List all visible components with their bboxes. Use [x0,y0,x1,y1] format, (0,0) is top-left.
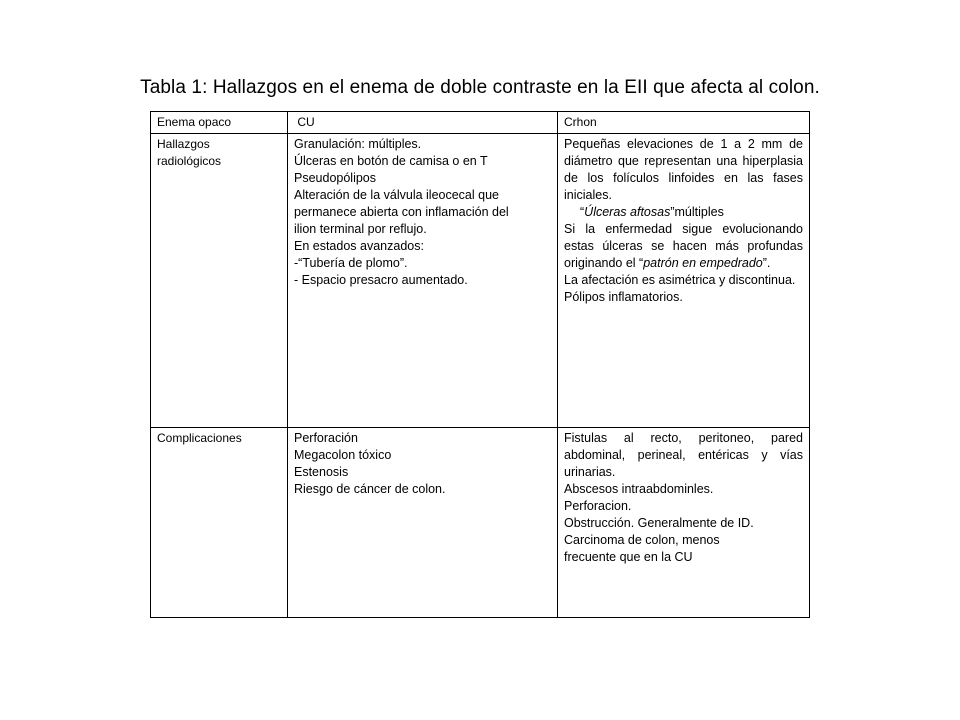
cu-finding-line: permanece abierta con inflamación del [294,205,509,219]
cu-complications-cell [288,428,558,618]
header-enema-opaco: Enema opaco [151,112,288,134]
crohn-complications-cell [558,428,810,618]
crohn-complication-paragraph: Perforacion. [564,499,632,513]
header-crohn: Crhon [558,112,810,134]
crohn-complication-paragraph: Obstrucción. Generalmente de ID. [564,516,754,530]
crohn-complication-paragraph: frecuente que en la CU [564,550,693,564]
cu-finding-line: - Espacio presacro aumentado. [294,273,468,287]
cu-finding-line: ilion terminal por reflujo. [294,222,427,236]
crohn-finding-paragraph [564,204,803,221]
crohn-complication-paragraph: Fistulas al recto, peritoneo, pared abdominal, perineal, entéricas y vías urinarias. [564,431,803,479]
crohn-finding-paragraph: La afectación es asimétrica y discontinua. [564,273,796,287]
table-row-hallazgos [151,134,810,428]
cu-finding-line: En estados avanzados: [294,239,424,253]
row-label-line: Hallazgos [157,137,210,151]
finding-text: ”múltiples [670,205,724,219]
crohn-complication-paragraph: Carcinoma de colon, menos [564,533,720,547]
cu-finding-line: Pseudopólipos [294,171,377,185]
cu-findings-cell [288,134,558,428]
cu-complication-line: Perforación [294,431,358,445]
row-label-hallazgos [151,134,288,428]
finding-text: Si la enfermedad sigue evolucionando estas úlceras se hacen más profundas originando el “ [564,222,803,270]
crohn-finding-paragraph: Pólipos inflamatorios. [564,290,683,304]
crohn-finding-paragraph [564,221,803,272]
row-label-complicaciones: Complicaciones [151,428,288,618]
findings-table [150,111,810,618]
cu-finding-line: Úlceras en botón de camisa o en T [294,154,488,168]
quote-mark: “ [580,205,585,219]
finding-text: ”. [762,256,771,270]
page-title: Tabla 1: Hallazgos en el enema de doble contraste en la EII que afecta al colon. [140,77,820,98]
header-cu: CU [288,112,558,134]
crohn-complication-paragraph: Abscesos intraabdominles. [564,482,714,496]
cu-complication-line: Riesgo de cáncer de colon. [294,482,446,496]
cu-complication-line: Megacolon tóxico [294,448,392,462]
table-header-row [151,112,810,134]
italic-term: patrón en empedrado [643,256,763,270]
cu-finding-line: Granulación: múltiples. [294,137,422,151]
cu-finding-line: -“Tubería de plomo”. [294,256,408,270]
crohn-finding-paragraph: Pequeñas elevaciones de 1 a 2 mm de diámetro que representan una hiperplasia de los folículos linfoides en las fases iniciales. [564,137,803,202]
cu-complication-line: Estenosis [294,465,349,479]
italic-term: Úlceras aftosas [584,205,671,219]
cu-finding-line: Alteración de la válvula ileocecal que [294,188,499,202]
row-label-line: radiológicos [157,154,222,168]
table-row-complicaciones [151,428,810,618]
crohn-findings-cell [558,134,810,428]
